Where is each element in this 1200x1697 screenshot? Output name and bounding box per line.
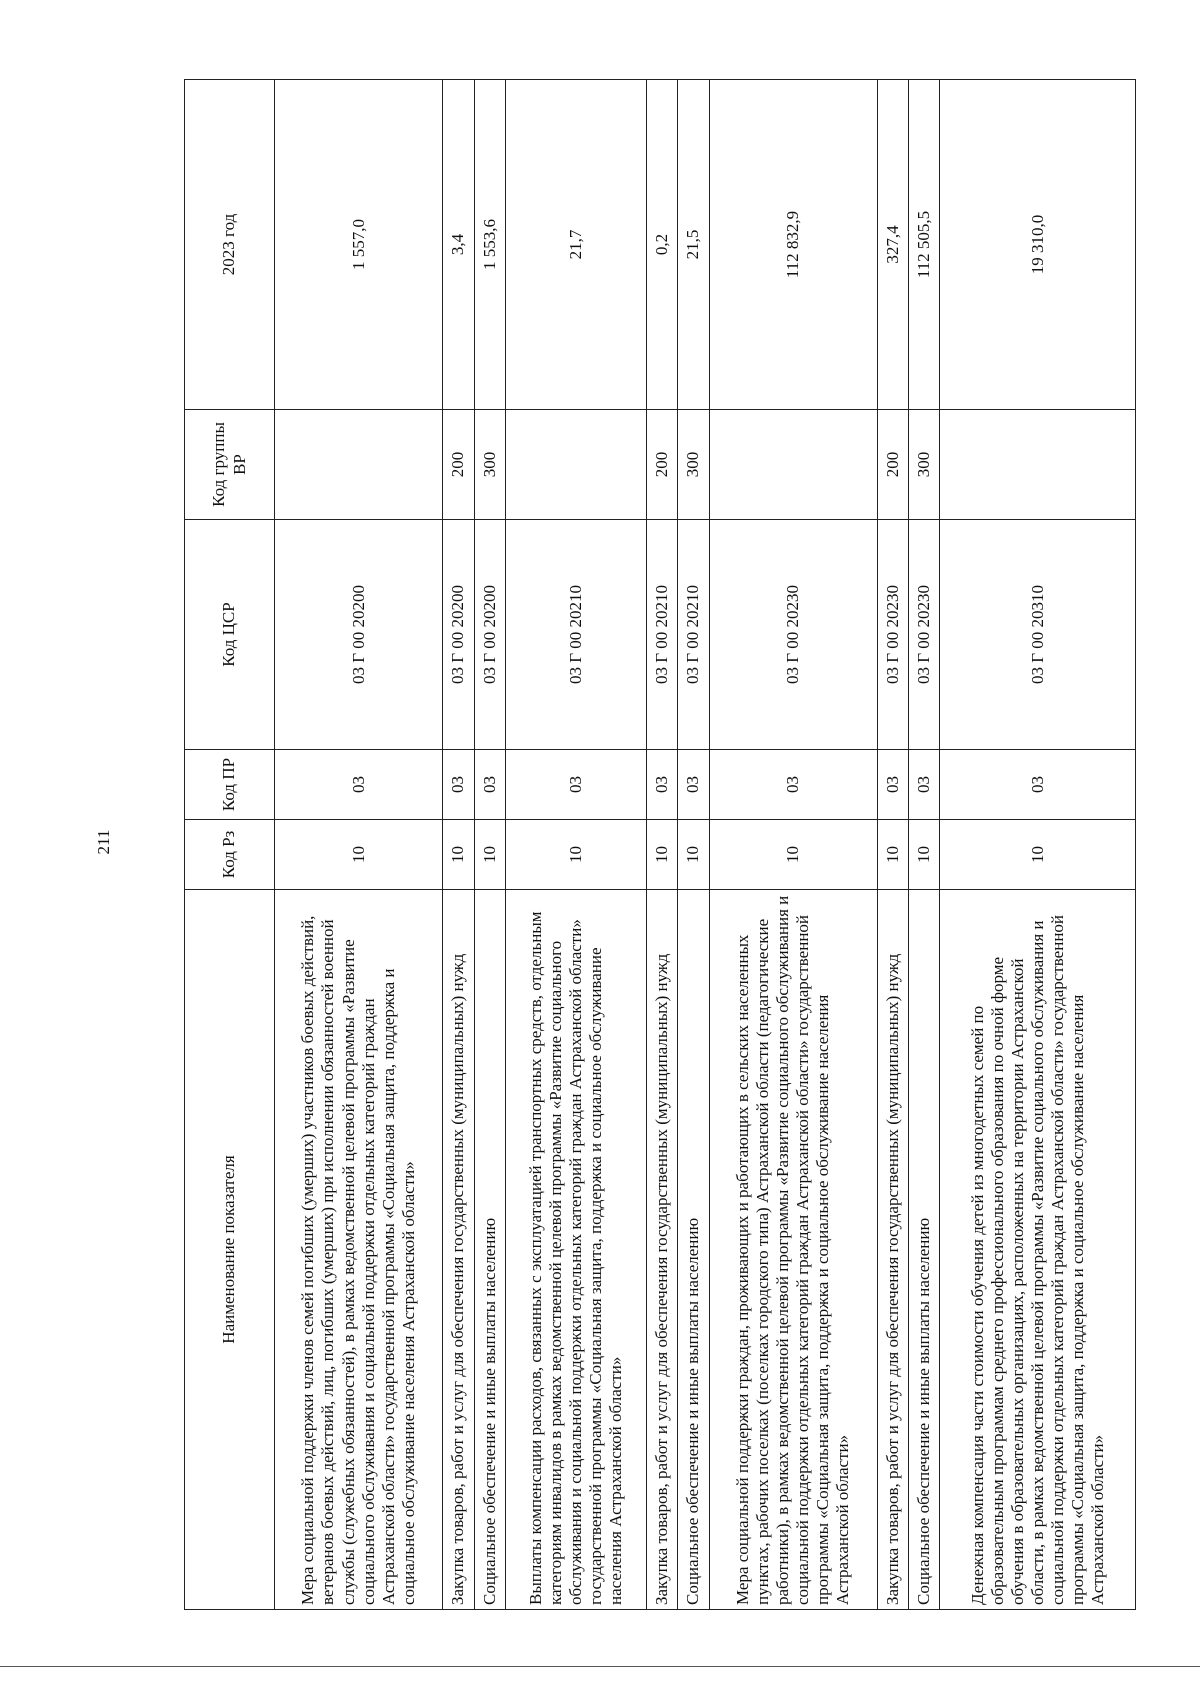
- cell-vr: [505, 410, 646, 520]
- cell-rz: 10: [443, 820, 474, 890]
- header-csr: Код ЦСР: [185, 520, 275, 750]
- cell-pr: 03: [505, 750, 646, 820]
- page-number: 211: [94, 829, 113, 855]
- cell-value: 0,2: [646, 80, 677, 410]
- header-vr: Код группы ВР: [185, 410, 275, 520]
- cell-csr: 03 Г 00 20210: [505, 520, 646, 750]
- cell-name: Денежная компенсация части стоимости обучения детей из многодетных семей по образовательным программам среднего профессионального образования по очной форме обучения в образовательных организациях, расположенных на территории Астраханской области, в рамках ведомственной целевой программы «Развитие социального обслуживания и социальной поддержки отдельных категорий граждан Астраханской области» государственной программы «Социальная защита, поддержка и социальное обслуживание населения Астраханской области»: [940, 890, 1136, 1610]
- cell-pr: 03: [940, 750, 1136, 820]
- header-pr: Код ПР: [185, 750, 275, 820]
- cell-rz: 10: [275, 820, 443, 890]
- cell-value: 21,5: [678, 80, 709, 410]
- cell-name: Социальное обеспечение и иные выплаты населению: [474, 890, 505, 1610]
- table-header-row: [185, 80, 275, 1610]
- cell-rz: 10: [877, 820, 908, 890]
- cell-csr: 03 Г 00 20200: [275, 520, 443, 750]
- header-year: 2023 год: [185, 80, 275, 410]
- table-row: [678, 80, 709, 1610]
- cell-rz: 10: [709, 820, 877, 890]
- cell-pr: 03: [474, 750, 505, 820]
- cell-rz: 10: [505, 820, 646, 890]
- table-row: [474, 80, 505, 1610]
- cell-name: Выплаты компенсации расходов, связанных с эксплуатацией транспортных средств, отдельным категориям инвалидов в рамках ведомственной целевой программы «Развитие социального обслуживания и социальной поддержки отдельных категорий граждан Астраханской области» государственной программы «Социальная защита, поддержка и социальное обслуживание населения Астраханской области»: [505, 890, 646, 1610]
- cell-value: 112 505,5: [909, 80, 940, 410]
- table-row: [877, 80, 908, 1610]
- cell-name: Социальное обеспечение и иные выплаты населению: [678, 890, 709, 1610]
- cell-value: 21,7: [505, 80, 646, 410]
- header-rz: Код Рз: [185, 820, 275, 890]
- cell-vr: [709, 410, 877, 520]
- cell-csr: 03 Г 00 20210: [678, 520, 709, 750]
- cell-csr: 03 Г 00 20230: [709, 520, 877, 750]
- cell-csr: 03 Г 00 20230: [909, 520, 940, 750]
- table-row: [709, 80, 877, 1610]
- cell-pr: 03: [275, 750, 443, 820]
- cell-rz: 10: [646, 820, 677, 890]
- table-row: [909, 80, 940, 1610]
- cell-pr: 03: [709, 750, 877, 820]
- cell-vr: 300: [909, 410, 940, 520]
- cell-rz: 10: [940, 820, 1136, 890]
- budget-table: [184, 79, 1136, 1610]
- cell-rz: 10: [474, 820, 505, 890]
- cell-csr: 03 Г 00 20230: [877, 520, 908, 750]
- bottom-divider: [0, 1666, 1200, 1667]
- cell-vr: 300: [474, 410, 505, 520]
- cell-pr: 03: [646, 750, 677, 820]
- table-row: [646, 80, 677, 1610]
- cell-name: Социальное обеспечение и иные выплаты населению: [909, 890, 940, 1610]
- cell-pr: 03: [678, 750, 709, 820]
- table-row: [505, 80, 646, 1610]
- cell-value: 1 553,6: [474, 80, 505, 410]
- cell-name: Закупка товаров, работ и услуг для обеспечения государственных (муниципальных) нужд: [877, 890, 908, 1610]
- cell-rz: 10: [678, 820, 709, 890]
- cell-pr: 03: [443, 750, 474, 820]
- table-row: [940, 80, 1136, 1610]
- cell-name: Мера социальной поддержки членов семей погибших (умерших) участников боевых действий, ветеранов боевых действий, лиц, погибших (умерших) при исполнении обязанностей военной службы (служебных обязанностей), в рамках ведомственной целевой программы «Развитие социального обслуживания и социальной поддержки отдельных категорий граждан Астраханской области» государственной программы «Социальная защита, поддержка и социальное обслуживание населения Астраханской области»: [275, 890, 443, 1610]
- cell-name: Мера социальной поддержки граждан, проживающих и работающих в сельских населенных пунктах, рабочих поселках (поселках городского типа) Астраханской области (педагогические работники), в рамках ведомственной целевой программы «Развитие социального обслуживания и социальной поддержки отдельных категорий граждан Астраханской области» государственной программы «Социальная защита, поддержка и социальное обслуживание населения Астраханской области»: [709, 890, 877, 1610]
- cell-vr: 200: [443, 410, 474, 520]
- cell-value: 112 832,9: [709, 80, 877, 410]
- cell-value: 19 310,0: [940, 80, 1136, 410]
- cell-value: 3,4: [443, 80, 474, 410]
- cell-vr: 200: [877, 410, 908, 520]
- cell-value: 327,4: [877, 80, 908, 410]
- table-row: [275, 80, 443, 1610]
- cell-vr: 200: [646, 410, 677, 520]
- cell-vr: [275, 410, 443, 520]
- cell-pr: 03: [909, 750, 940, 820]
- cell-value: 1 557,0: [275, 80, 443, 410]
- table-row: [443, 80, 474, 1610]
- cell-rz: 10: [909, 820, 940, 890]
- cell-pr: 03: [877, 750, 908, 820]
- cell-csr: 03 Г 00 20200: [474, 520, 505, 750]
- cell-csr: 03 Г 00 20210: [646, 520, 677, 750]
- cell-csr: 03 Г 00 20310: [940, 520, 1136, 750]
- header-name: Наименование показателя: [185, 890, 275, 1610]
- cell-name: Закупка товаров, работ и услуг для обеспечения государственных (муниципальных) нужд: [443, 890, 474, 1610]
- cell-csr: 03 Г 00 20200: [443, 520, 474, 750]
- cell-name: Закупка товаров, работ и услуг для обеспечения государственных (муниципальных) нужд: [646, 890, 677, 1610]
- cell-vr: 300: [678, 410, 709, 520]
- cell-vr: [940, 410, 1136, 520]
- rotated-table-container: [184, 80, 1136, 1610]
